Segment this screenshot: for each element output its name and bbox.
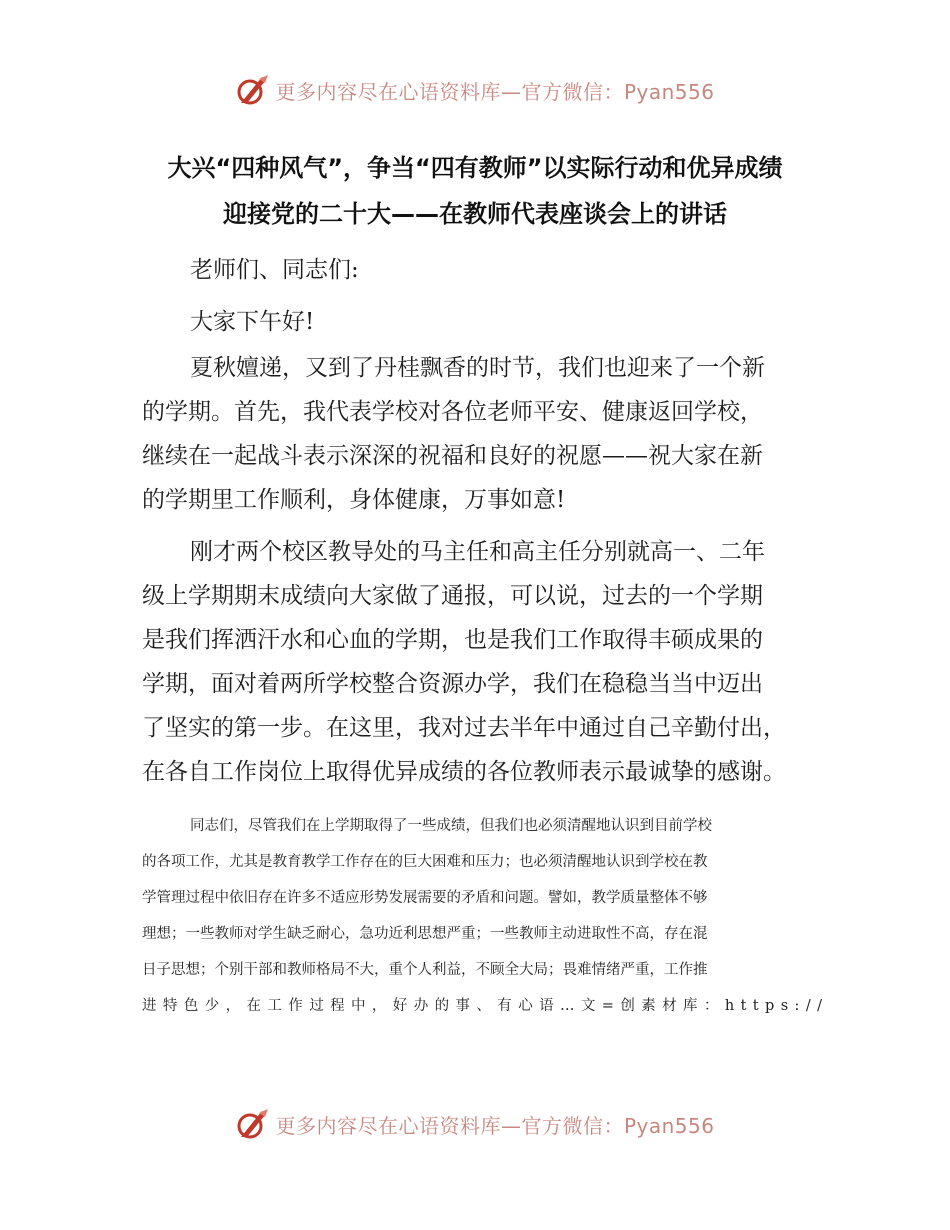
paragraph-line: 是我们挥洒汗水和心血的学期，也是我们工作取得丰硕成果的 [142, 627, 763, 653]
greeting-block [142, 248, 822, 344]
document-title-line-2: 迎接党的二十大——在教师代表座谈会上的讲话 [223, 200, 727, 228]
paragraph-line: 级上学期期末成绩向大家做了通报，可以说，过去的一个学期 [142, 583, 763, 609]
header-banner [0, 70, 950, 110]
banner-text: 更多内容尽在心语资料库—官方微信：Pyan556 [275, 79, 715, 104]
paragraph-line-truncated: 进特色少，在工作过程中，好办的事、有心语…文=创素材库：https:// [142, 998, 829, 1014]
paragraph-line: 同志们，尽管我们在上学期取得了一些成绩，但我们也必须清醒地认识到目前学校 [190, 818, 712, 834]
footer-banner [0, 1104, 950, 1144]
hello-line: 大家下午好! [190, 309, 315, 335]
greeting-line: 老师们、同志们: [190, 257, 359, 283]
document-title-line-1: 大兴“四种风气”，争当“四有教师”以实际行动和优异成绩 [167, 154, 783, 182]
paragraph-3 [142, 808, 829, 1024]
paragraph-line: 的学期。首先，我代表学校对各位老师平安、健康返回学校， [142, 399, 763, 425]
paragraph-2 [142, 530, 822, 794]
banner-text: 更多内容尽在心语资料库—官方微信：Pyan556 [275, 1113, 715, 1138]
paragraph-line: 日子思想；个别干部和教师格局不大，重个人利益，不顾全大局；畏难情绪严重，工作推 [142, 962, 708, 978]
paragraph-line: 在各自工作岗位上取得优异成绩的各位教师表示最诚挚的感谢。 [142, 759, 786, 785]
paragraph-line: 的各项工作，尤其是教育教学工作存在的巨大困难和压力；也必须清醒地认识到学校在教 [142, 854, 708, 870]
paragraph-line: 的学期里工作顺利，身体健康，万事如意! [142, 487, 566, 513]
paragraph-line: 理想；一些教师对学生缺乏耐心，急功近利思想严重；一些教师主动进取性不高，存在混 [142, 926, 708, 942]
quill-pen-logo-icon [235, 73, 269, 107]
paragraph-line: 刚才两个校区教导处的马主任和高主任分别就高一、二年 [190, 539, 765, 565]
paragraph-line: 夏秋嬗递，又到了丹桂飘香的时节，我们也迎来了一个新 [190, 355, 765, 381]
paragraph-1 [142, 346, 822, 522]
paragraph-line: 学管理过程中依旧存在许多不适应形势发展需要的矛盾和问题。譬如，教学质量整体不够 [142, 890, 708, 906]
quill-pen-logo-icon [235, 1107, 269, 1141]
paragraph-line: 学期，面对着两所学校整合资源办学，我们在稳稳当当中迈出 [142, 671, 763, 697]
paragraph-line: 继续在一起战斗表示深深的祝福和良好的祝愿——祝大家在新 [142, 443, 763, 469]
paragraph-line: 了坚实的第一步。在这里，我对过去半年中通过自己辛勤付出， [142, 715, 786, 741]
